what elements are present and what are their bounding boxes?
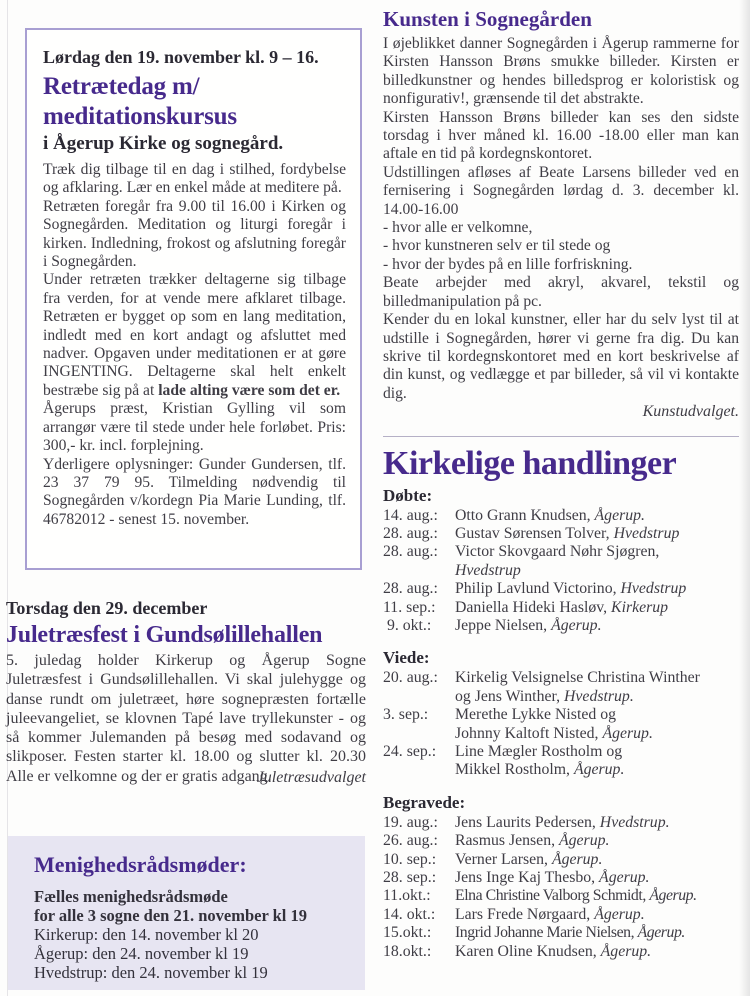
record-row [383, 814, 739, 832]
record-date: 28. aug.: [383, 543, 438, 561]
record-date: 11.okt.: [383, 887, 431, 905]
place-name: Ågerup. [600, 942, 652, 960]
records-section [383, 793, 739, 961]
council-meetings-bold-line-2: for alle 3 sogne den 21. november kl 19 [34, 906, 308, 925]
record-lines [455, 869, 739, 887]
record-date: 26. aug.: [383, 832, 438, 850]
text-segment: Udstillingen afløses af Beate Larsens billeder ved en fernisering i Sognegården lørdag d. 3. december kl. 14.00-16.00 [383, 163, 739, 218]
text-segment: Mikkel Rostholm, [455, 761, 574, 779]
text-segment: Retræten foregår fra 9.00 til 16.00 i Kirken og Sognegården. Meditation og liturgi foregår i kirken. Indledning, frokost og afslutning foregår i Sognegården. [43, 197, 346, 271]
record-lines [455, 943, 739, 961]
record-row [383, 669, 739, 706]
meetings-items [34, 925, 355, 982]
record-lines [455, 924, 739, 942]
record-line [455, 761, 739, 779]
record-lines [455, 507, 739, 525]
records-section [383, 648, 739, 779]
place-name: Hvedstrup [620, 580, 687, 598]
record-date: 15.okt.: [383, 924, 432, 942]
text-segment: Yderligere oplysninger: Gunder Gundersen, tlf. 23 37 79 95. Tilmelding nødvendig til Sognegården v/kordegn Pia Marie Lunding, tlf. 46782012 - senest 15. november. [43, 455, 346, 528]
record-date: 18.okt.: [383, 942, 432, 960]
record-row [383, 943, 739, 961]
record-date: 11. sep.: [383, 598, 436, 616]
text-segment: Otto Grann Knudsen, [455, 506, 595, 524]
place-name: Ågerup. [594, 905, 645, 923]
record-date: 28. sep.: [383, 869, 437, 887]
record-line [455, 617, 739, 635]
record-row [383, 706, 739, 743]
record-date: 20. aug.: [383, 669, 438, 687]
record-line [455, 562, 739, 580]
text-segment: lade alting være som det er. [158, 381, 341, 399]
christmas-party-date-line: Torsdag den 29. december [6, 598, 208, 618]
record-line [455, 725, 739, 743]
text-segment: Ingrid Johanne Marie Nielsen, [455, 924, 638, 942]
retreat-paragraph [43, 198, 346, 272]
record-date: 3. sep.: [383, 706, 429, 724]
text-segment: Line Mægler Rostholm og [455, 743, 623, 760]
records-section-label: Viede: [383, 648, 430, 668]
text-segment: Ågerups præst, Kristian Gylling vil som arrangør være til stede under hele forløbet. Pris: 300,- kr. incl. forplejning. [43, 400, 346, 455]
text-segment: Rasmus Jensen, [455, 832, 559, 850]
record-lines [455, 599, 739, 617]
record-row [383, 906, 739, 924]
retreat-paragraph [43, 456, 346, 530]
record-line [455, 814, 739, 832]
art-paragraph [383, 164, 739, 219]
text-segment: Jens Inge Kaj Thesbo, [455, 869, 600, 887]
meeting-item: Ågerup: den 24. november kl 19 [34, 944, 249, 963]
retreat-title: Retrætedag m/ meditationskursus [43, 73, 237, 130]
record-lines [455, 669, 739, 706]
place-name: Ågerup. [602, 724, 653, 742]
records-section [383, 486, 739, 636]
place-name: Ågerup. [599, 869, 650, 887]
retreat-article-box [25, 28, 362, 570]
art-paragraph [383, 274, 739, 311]
text-segment: - hvor kunstneren selv er til stede og [383, 237, 611, 255]
meeting-item: Kirkerup: den 14. november kl 20 [34, 925, 259, 944]
record-line [455, 507, 739, 525]
retreat-paragraph [43, 400, 346, 455]
record-lines [455, 887, 739, 905]
text-segment: Verner Larsen, [455, 850, 552, 868]
text-segment: - hvor der bydes på en lille forfriskning. [383, 255, 633, 273]
page-right-edge-artifact [739, 0, 750, 996]
art-paragraphs [383, 35, 739, 403]
place-name: Kirkerup [611, 598, 669, 616]
record-line [455, 525, 739, 543]
record-line [455, 887, 739, 905]
record-line [455, 924, 739, 942]
record-line [455, 543, 739, 561]
record-lines [455, 706, 739, 743]
text-segment: Under retræten trækker deltagerne sig tilbage fra verden, for at vende mere afklaret tilbage. Retræten er bygget op som en lang meditation, indledt med en kort andagt og afsluttet med nadver. Opgaven under meditationen er at gøre INGENTING. Deltagerne skal helt enkelt bestræbe sig på at [43, 271, 346, 399]
record-date: 28. aug.: [383, 580, 438, 598]
record-lines [455, 580, 739, 598]
text-segment: Daniella Hideki Hasløv, [455, 598, 612, 616]
place-name: Ågerup. [551, 850, 603, 868]
record-row [383, 851, 739, 869]
place-name: Hvedstrup [613, 524, 680, 542]
text-segment: Merethe Lykke Nisted og [455, 706, 616, 724]
retreat-paragraph [43, 161, 346, 198]
record-date: 14. aug.: [383, 506, 438, 524]
text-segment: Kirkelig Velsignelse Christina Winther [455, 669, 700, 687]
record-date: 9. okt.: [383, 616, 432, 634]
art-paragraph [383, 219, 739, 237]
text-segment: og Jens Winther, [455, 687, 565, 705]
record-row [383, 599, 739, 617]
retreat-date-line: Lørdag den 19. november kl. 9 – 16. [43, 47, 319, 67]
record-line [455, 743, 739, 761]
record-lines [455, 814, 739, 832]
record-row [383, 924, 739, 942]
record-lines [455, 525, 739, 543]
text-segment: Karen Oline Knudsen, [455, 942, 601, 960]
text-segment: I øjeblikket danner Sognegården i Ågerup rammerne for Kirsten Hansson Brøns smukke billeder. Kirsten er billedkunstner og hendes billedsprog er koloristisk og nonfigurativ!, grænsende til det abstrakte. [383, 35, 739, 108]
record-date: 24. sep.: [383, 743, 437, 760]
record-row [383, 887, 739, 905]
record-line [455, 669, 739, 687]
text-segment: Kender du en lokal kunstner, eller har du selv lyst til at udstille i Sognegården, hører vi gerne fra dig. Du kan skrive til kordegnskontoret med en kort beskrivelse af din kunst, og vedlægge et par billeder, så vil vi kontakte dig. [383, 311, 739, 402]
text-segment: Træk dig tilbage til en dag i stilhed, fordybelse og afklaring. Lær en enkel måde at meditere på. [43, 161, 346, 197]
record-date: 19. aug.: [383, 813, 438, 831]
record-date: 10. sep.: [383, 850, 437, 868]
text-segment: Beate arbejder med akryl, akvarel, tekstil og billedmanipulation på pc. [383, 274, 739, 310]
art-signature: Kunstudvalget. [642, 403, 739, 421]
record-row [383, 617, 739, 635]
record-line [455, 832, 739, 850]
council-meetings-bold-line-1: Fælles menighedsrådsmøde [34, 887, 228, 906]
christmas-party-signature: Juletræsudvalget [256, 768, 366, 786]
christmas-party-section [6, 597, 366, 787]
record-row [383, 869, 739, 887]
retreat-paragraph [43, 271, 346, 400]
records-sections [383, 486, 739, 962]
record-line [455, 851, 739, 869]
record-lines [455, 851, 739, 869]
record-row [383, 743, 739, 780]
text-segment: Jens Laurits Pedersen, [455, 813, 600, 831]
text-segment: Jeppe Nielsen, [455, 616, 552, 634]
record-row [383, 543, 739, 580]
art-paragraph [383, 256, 739, 274]
record-lines [455, 743, 739, 780]
art-paragraph [383, 35, 739, 109]
retreat-paragraphs [43, 161, 346, 529]
place-name: Hvedstrup [455, 561, 521, 579]
right-column [383, 6, 739, 961]
meeting-item: Hvedstrup: den 24. november kl 19 [34, 963, 268, 982]
section-divider-line [383, 436, 739, 437]
art-paragraph [383, 311, 739, 403]
record-lines [455, 906, 739, 924]
record-line [455, 869, 739, 887]
record-line [455, 688, 739, 706]
record-line [455, 906, 739, 924]
text-segment: Elna Christine Valborg Schmidt, [455, 887, 650, 905]
place-name: Hvedstrup. [599, 813, 670, 831]
record-line [455, 706, 739, 724]
text-segment: Kirsten Hansson Brøns billeder kan ses den sidste torsdag i hver måned kl. 16.00 -18.00 eller man kan aftale en tid på kordegnskontoret. [383, 108, 739, 163]
art-article-title: Kunsten i Sognegården [383, 7, 592, 31]
text-segment: Johnny Kaltoft Nisted, [455, 724, 603, 742]
record-date: 14. okt.: [383, 905, 436, 923]
place-name: Ågerup. [594, 506, 645, 524]
place-name: Ågerup. [637, 924, 685, 942]
text-segment: Philip Lavlund Victorino, [455, 580, 621, 598]
christmas-party-body: 5. juledag holder Kirkerup og Ågerup Sogne Juletræsfest i Gundsølillehallen. Vi skal julehygge og danse rundt om juletræet, høre sognepræsten fortælle juleevangeliet, se klovnen Tapé lave tryllekunster - og så kommer Julemanden på besøg med sodavand og slikposer. Festen starter kl. 18.00 og slutter kl. 20.30 Alle er velkomne og der er gratis adgang. [6, 652, 366, 785]
retreat-subtitle: i Ågerup Kirke og sognegård. [43, 133, 284, 154]
council-meetings-box [8, 836, 365, 990]
text-segment: Gustav Sørensen Tolver, [455, 524, 614, 542]
record-line [455, 599, 739, 617]
record-date: 28. aug.: [383, 524, 438, 542]
records-section-label: Begravede: [383, 792, 466, 812]
place-name: Hvedstrup. [564, 687, 634, 705]
record-lines [455, 617, 739, 635]
record-line [455, 580, 739, 598]
record-row [383, 832, 739, 850]
council-meetings-title: Menighedsrådsmøder: [34, 852, 247, 877]
church-records-title: Kirkelige handlinger [383, 444, 677, 482]
place-name: Ågerup. [551, 616, 602, 634]
record-row [383, 525, 739, 543]
text-segment: Lars Frede Nørgaard, [455, 905, 595, 923]
art-paragraph [383, 109, 739, 164]
record-row [383, 580, 739, 598]
record-row [383, 507, 739, 525]
art-paragraph [383, 237, 739, 255]
place-name: Ågerup. [649, 887, 697, 905]
text-segment: Victor Skovgaard Nøhr Sjøgren, [455, 543, 660, 561]
record-line [455, 943, 739, 961]
records-section-label: Døbte: [383, 485, 433, 505]
record-lines [455, 543, 739, 580]
place-name: Ågerup. [559, 832, 610, 850]
text-segment: - hvor alle er velkomne, [383, 219, 533, 237]
christmas-party-title: Juletræsfest i Gundsølillehallen [6, 622, 323, 648]
place-name: Ågerup. [573, 761, 625, 779]
record-lines [455, 832, 739, 850]
